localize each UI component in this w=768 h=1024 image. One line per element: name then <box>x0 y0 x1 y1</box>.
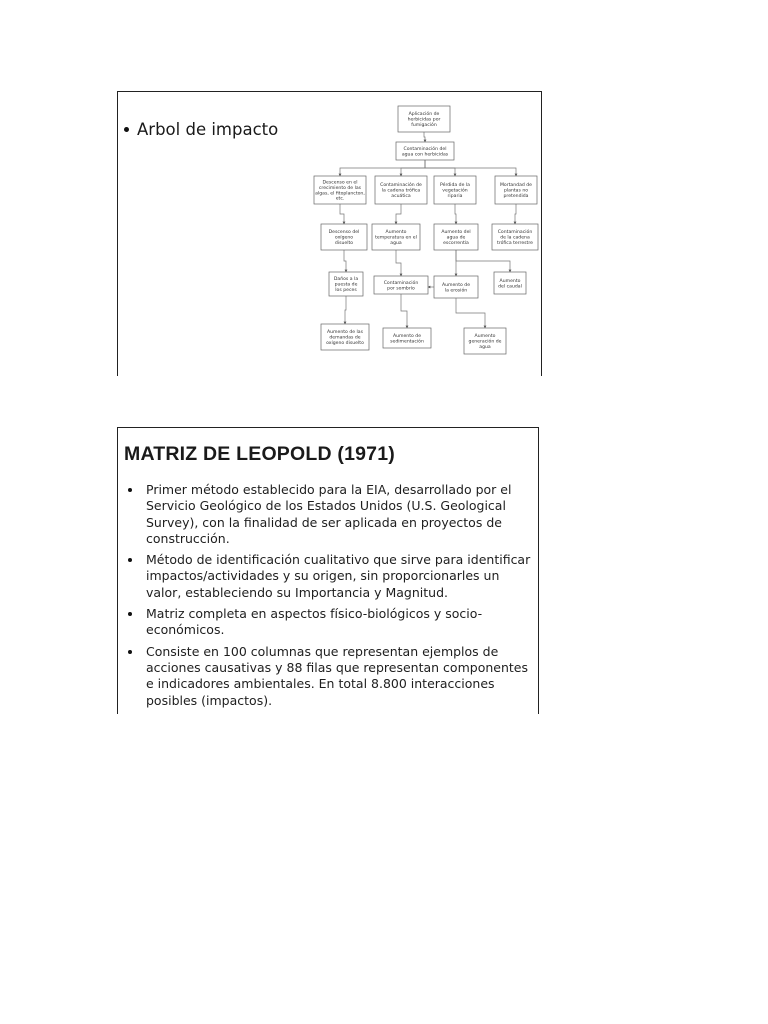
tree-node-label: temperatura en el <box>375 235 417 241</box>
tree-connector <box>401 294 407 328</box>
tree-node-label: trófica terrestre <box>497 241 533 246</box>
tree-connector <box>344 250 346 272</box>
tree-node-label: pretendida <box>503 194 529 199</box>
tree-node-label: algas, el fitoplancton, <box>315 191 365 197</box>
impact-tree-svg <box>286 100 540 376</box>
tree-node-label: Aumento de <box>441 282 471 288</box>
tree-node-label: escorrentía <box>443 241 469 246</box>
tree-node <box>396 142 454 160</box>
tree-node-label: Aumento de <box>392 333 422 339</box>
tree-node-label: Aumento de las <box>326 330 364 336</box>
tree-node-label: oxígeno <box>334 235 354 241</box>
tree-node-label: Aplicación de <box>408 112 440 118</box>
tree-node-label: disuelto <box>334 241 354 246</box>
list-item: Matriz completa en aspectos físico-biológicos y socio-económicos. <box>124 606 536 639</box>
tree-connector <box>396 250 401 276</box>
tree-node-label: acuática <box>391 194 411 199</box>
slide2-title: MATRIZ DE LEOPOLD (1971) <box>124 443 395 465</box>
tree-connector <box>456 298 485 328</box>
tree-node-label: Daños a la <box>333 277 359 283</box>
tree-node <box>494 272 526 294</box>
tree-node <box>434 176 476 204</box>
tree-node <box>321 324 369 350</box>
bullet-dot-icon <box>124 127 129 132</box>
tree-node <box>495 176 537 204</box>
tree-node <box>314 176 366 204</box>
list-item: Método de identificación cualitativo que sirve para identificar impactos/actividades y su origen, sin proporcionarles un valor, estableciendo su Importancia y Magnitud. <box>124 552 536 601</box>
tree-node <box>434 276 478 298</box>
tree-node-label: riparia <box>447 194 463 199</box>
slide1-bullet-text: Arbol de impacto <box>137 120 279 139</box>
tree-node-label: Contaminación del <box>403 146 447 152</box>
tree-node-label: agua de <box>446 235 466 241</box>
tree-node-label: plantas no <box>503 188 529 194</box>
tree-node <box>329 272 363 296</box>
list-item: Consiste en 100 columnas que representan ejemplos de acciones causativas y 88 filas que representan componentes e indicadores ambientales. En total 8.800 interacciones posibles (impactos). <box>124 644 536 709</box>
tree-node-label: Aumento <box>474 334 496 340</box>
tree-node <box>383 328 431 348</box>
tree-connector <box>455 204 456 224</box>
tree-node-label: Contaminación <box>497 230 533 236</box>
tree-node-label: sedimentación <box>390 339 424 345</box>
tree-node-label: Descenso en el <box>322 180 358 186</box>
tree-node-label: fumigación <box>411 123 437 128</box>
tree-node-label: la erosión <box>444 288 468 294</box>
tree-node-label: agua con herbicidas <box>401 152 449 158</box>
tree-connector <box>424 132 425 142</box>
tree-node-label: Aumento del <box>441 230 471 236</box>
tree-node-label: herbicidas por <box>407 117 441 123</box>
tree-node-label: agua <box>390 241 402 246</box>
tree-node <box>464 328 506 354</box>
tree-node-label: Mortandad de <box>499 183 533 189</box>
slide1-bullet <box>124 120 278 139</box>
tree-connector <box>401 160 425 176</box>
tree-connector <box>345 296 346 324</box>
tree-node-label: del caudal <box>498 284 522 290</box>
tree-node <box>434 224 478 250</box>
impact-tree-diagram <box>286 100 540 376</box>
tree-node-label: Descenso del <box>328 230 360 236</box>
list-item: Primer método establecido para la EIA, desarrollado por el Servicio Geológico de los Estados Unidos (U.S. Geological Survey), con la finalidad de ser aplicada en proyectos de construcción. <box>124 482 536 547</box>
tree-node <box>372 224 420 250</box>
tree-node <box>321 224 367 250</box>
tree-node-label: la cadena trófica <box>381 188 421 194</box>
tree-connector <box>340 204 344 224</box>
tree-node <box>374 276 428 294</box>
tree-node-label: Aumento <box>385 230 407 236</box>
tree-node-label: vegetación <box>442 188 468 194</box>
tree-connector <box>456 250 510 272</box>
tree-node-label: Contaminación <box>383 280 419 286</box>
slide-matriz-de-leopold <box>117 427 539 714</box>
tree-node-label: oxígeno disuelto <box>326 341 364 346</box>
tree-connector <box>515 204 516 224</box>
tree-node-label: generación de <box>468 339 502 345</box>
tree-connector <box>425 160 516 176</box>
tree-node-label: de la cadena <box>500 235 530 241</box>
tree-node-label: Pérdida de la <box>440 183 470 189</box>
tree-node-label: por sombrío <box>387 286 415 292</box>
tree-node-label: crecimiento de las <box>318 185 362 191</box>
tree-node-label: Contaminación de <box>380 183 422 189</box>
tree-node-label: etc. <box>335 196 345 202</box>
tree-node-label: Aumento <box>499 278 521 284</box>
tree-node-label: agua <box>479 345 491 350</box>
tree-node <box>492 224 538 250</box>
tree-node <box>398 106 450 132</box>
slide-arbol-de-impacto <box>117 91 542 376</box>
slide2-bullet-list <box>124 482 536 714</box>
tree-node-label: puesta de <box>334 282 358 288</box>
tree-node <box>375 176 427 204</box>
tree-node-label: los peces <box>335 288 357 293</box>
tree-node-label: demandas de <box>329 335 361 341</box>
tree-connector <box>396 204 401 224</box>
